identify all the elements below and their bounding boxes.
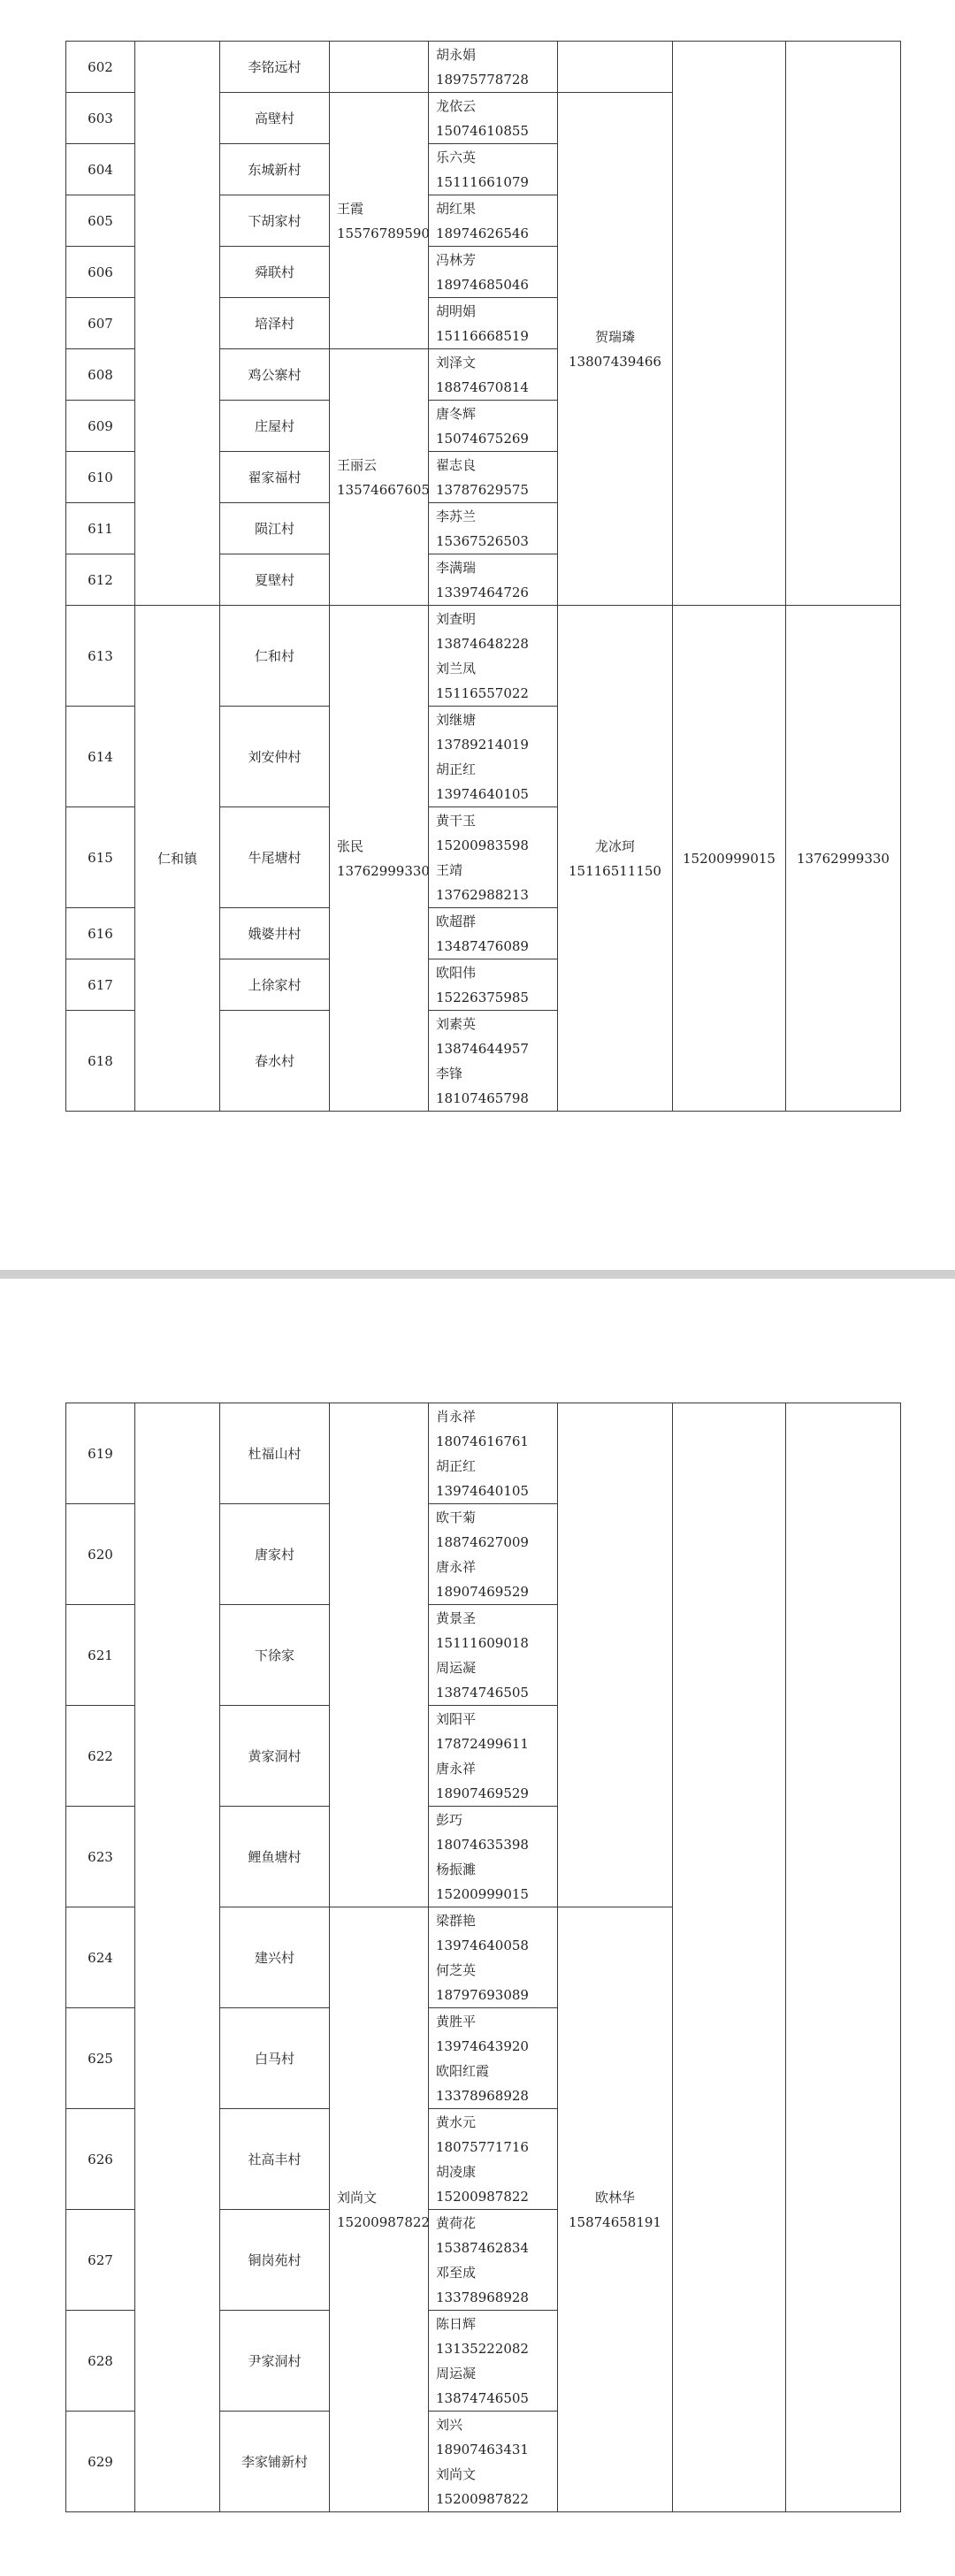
contact-cell: 龙依云 15074610855 (429, 93, 558, 144)
row-number: 619 (66, 1403, 135, 1504)
village-name: 夏壁村 (220, 554, 330, 606)
row-number: 628 (66, 2311, 135, 2412)
village-name: 翟家福村 (220, 452, 330, 503)
row-number: 626 (66, 2109, 135, 2210)
village-name: 下胡家村 (220, 195, 330, 247)
row-number: 605 (66, 195, 135, 247)
village-name: 上徐家村 (220, 959, 330, 1011)
village-name: 尹家洞村 (220, 2311, 330, 2412)
leader-cell (330, 42, 429, 93)
row-number: 606 (66, 247, 135, 298)
extra-cell (786, 42, 901, 606)
row-number: 624 (66, 1907, 135, 2008)
town-cell (135, 1403, 220, 2512)
contact-cell: 黄干玉 15200983598 王靖 13762988213 (429, 807, 558, 908)
leader-cell: 王霞 15576789590 (330, 93, 429, 349)
row-number: 614 (66, 707, 135, 807)
contact-cell: 唐冬辉 15074675269 (429, 401, 558, 452)
contact-cell: 刘继塘 13789214019 胡正红 13974640105 (429, 707, 558, 807)
leader-cell (330, 1403, 429, 1907)
contact-cell: 胡红果 18974626546 (429, 195, 558, 247)
contact-cell: 冯林芳 18974685046 (429, 247, 558, 298)
village-name: 春水村 (220, 1011, 330, 1112)
contact-cell: 欧阳伟 15226375985 (429, 959, 558, 1011)
row-number: 615 (66, 807, 135, 908)
village-name: 黄家洞村 (220, 1706, 330, 1807)
contact-cell: 黄荷花 15387462834 邓至成 13378968928 (429, 2210, 558, 2311)
village-name: 白马村 (220, 2008, 330, 2109)
contact-cell: 胡明娟 15116668519 (429, 298, 558, 349)
contact-cell: 陈日辉 13135222082 周运凝 13874746505 (429, 2311, 558, 2412)
row-number: 611 (66, 503, 135, 554)
village-name: 李铭远村 (220, 42, 330, 93)
supervisor-cell: 贺瑞璘 13807439466 (558, 93, 673, 606)
row-number: 629 (66, 2412, 135, 2512)
village-name: 娥婆井村 (220, 908, 330, 959)
row-number: 622 (66, 1706, 135, 1807)
village-name: 仁和村 (220, 606, 330, 707)
row-number: 613 (66, 606, 135, 707)
row-number: 616 (66, 908, 135, 959)
contact-cell: 黄水元 18075771716 胡凌康 15200987822 (429, 2109, 558, 2210)
village-name: 舜联村 (220, 247, 330, 298)
village-name: 建兴村 (220, 1907, 330, 2008)
row-number: 602 (66, 42, 135, 93)
leader-cell: 刘尚文 15200987822 (330, 1907, 429, 2512)
row-number: 612 (66, 554, 135, 606)
town-cell: 仁和镇 (135, 606, 220, 1112)
row-number: 618 (66, 1011, 135, 1112)
village-name: 庄屋村 (220, 401, 330, 452)
village-name: 社高丰村 (220, 2109, 330, 2210)
contact-cell: 胡永娟 18975778728 (429, 42, 558, 93)
contact-cell: 刘阳平 17872499611 唐永祥 18907469529 (429, 1706, 558, 1807)
row-number: 620 (66, 1504, 135, 1605)
village-name: 李家铺新村 (220, 2412, 330, 2512)
contact-cell: 刘泽文 18874670814 (429, 349, 558, 401)
extra-cell: 15200999015 (673, 606, 786, 1112)
supervisor-cell: 龙冰珂 15116511150 (558, 606, 673, 1112)
extra-cell: 13762999330 (786, 606, 901, 1112)
row-number: 607 (66, 298, 135, 349)
contact-cell: 刘兴 18907463431 刘尚文 15200987822 (429, 2412, 558, 2512)
contact-cell: 李苏兰 15367526503 (429, 503, 558, 554)
village-name: 铜岗苑村 (220, 2210, 330, 2311)
leader-cell: 张民 13762999330 (330, 606, 429, 1112)
contact-cell: 李满瑞 13397464726 (429, 554, 558, 606)
village-name: 鲤鱼塘村 (220, 1807, 330, 1907)
supervisor-cell (558, 42, 673, 93)
row-number: 621 (66, 1605, 135, 1706)
contact-cell: 欧超群 13487476089 (429, 908, 558, 959)
roster-table-page1 (65, 41, 901, 1112)
table-row (66, 606, 901, 707)
extra-cell (673, 42, 786, 606)
contact-cell: 彭巧 18074635398 杨振濉 15200999015 (429, 1807, 558, 1907)
village-name: 杜福山村 (220, 1403, 330, 1504)
contact-cell: 刘素英 13874644957 李锋 18107465798 (429, 1011, 558, 1112)
village-name: 陨江村 (220, 503, 330, 554)
row-number: 609 (66, 401, 135, 452)
contact-cell: 刘查明 13874648228 刘兰凤 15116557022 (429, 606, 558, 707)
supervisor-cell (558, 1403, 673, 1907)
table-row (66, 1403, 901, 1504)
town-cell (135, 42, 220, 606)
supervisor-cell: 欧林华 15874658191 (558, 1907, 673, 2512)
extra-cell (673, 1403, 786, 2512)
contact-cell: 梁群艳 13974640058 何芝英 18797693089 (429, 1907, 558, 2008)
roster-table-page2 (65, 1403, 901, 2512)
row-number: 608 (66, 349, 135, 401)
village-name: 高壁村 (220, 93, 330, 144)
contact-cell: 乐六英 15111661079 (429, 144, 558, 195)
contact-cell: 欧干菊 18874627009 唐永祥 18907469529 (429, 1504, 558, 1605)
contact-cell: 肖永祥 18074616761 胡正红 13974640105 (429, 1403, 558, 1504)
extra-cell (786, 1403, 901, 2512)
village-name: 下徐家 (220, 1605, 330, 1706)
contact-cell: 翟志良 13787629575 (429, 452, 558, 503)
row-number: 603 (66, 93, 135, 144)
contact-cell: 黄胜平 13974643920 欧阳红霞 13378968928 (429, 2008, 558, 2109)
row-number: 625 (66, 2008, 135, 2109)
village-name: 鸡公寨村 (220, 349, 330, 401)
village-name: 培泽村 (220, 298, 330, 349)
row-number: 623 (66, 1807, 135, 1907)
village-name: 东城新村 (220, 144, 330, 195)
row-number: 610 (66, 452, 135, 503)
village-name: 刘安仲村 (220, 707, 330, 807)
village-name: 唐家村 (220, 1504, 330, 1605)
row-number: 604 (66, 144, 135, 195)
village-name: 牛尾塘村 (220, 807, 330, 908)
table-row (66, 42, 901, 93)
row-number: 617 (66, 959, 135, 1011)
page-separator (0, 1270, 955, 1279)
contact-cell: 黄景圣 15111609018 周运凝 13874746505 (429, 1605, 558, 1706)
leader-cell: 王丽云 13574667605 (330, 349, 429, 606)
row-number: 627 (66, 2210, 135, 2311)
